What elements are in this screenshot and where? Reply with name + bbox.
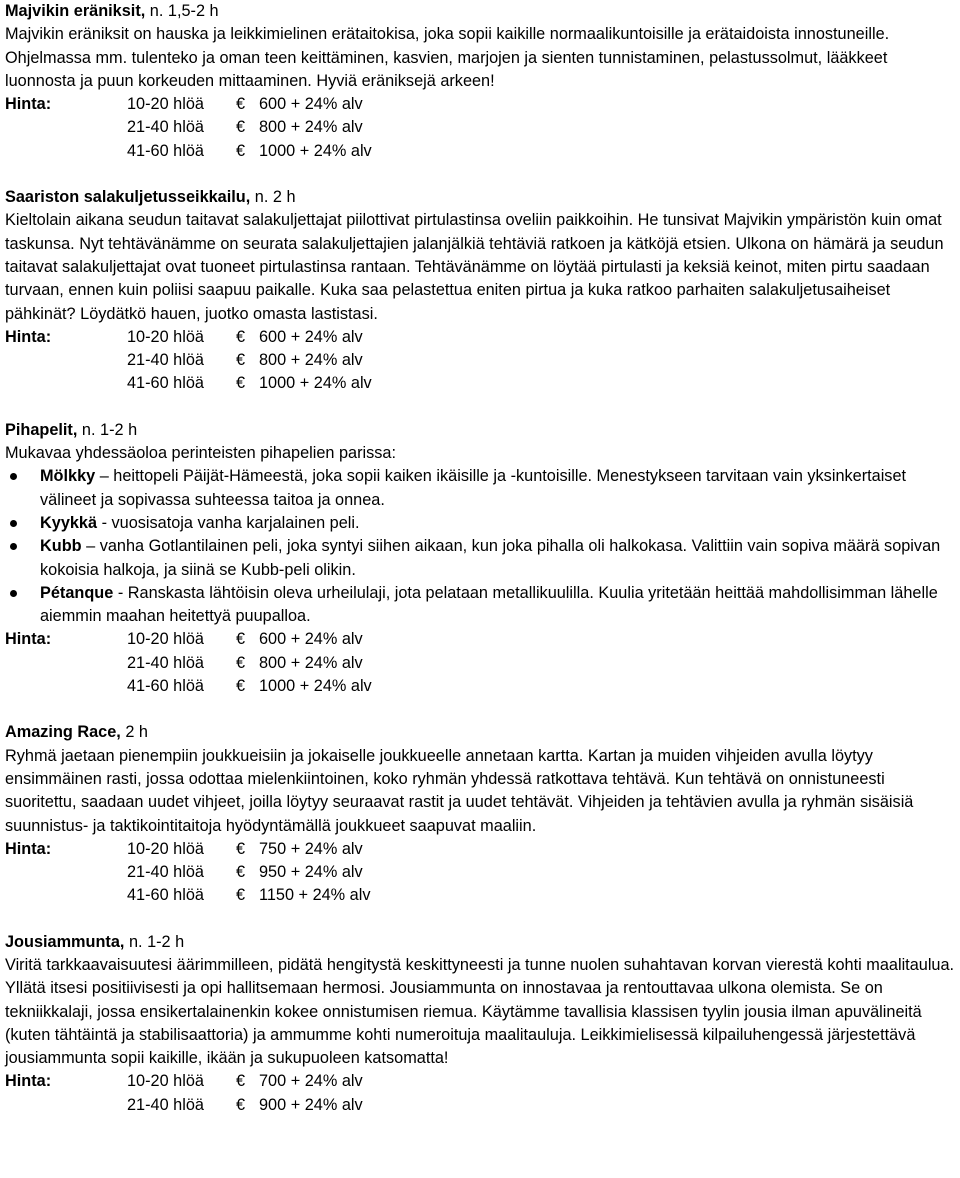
euro-symbol: €	[236, 677, 246, 696]
euro-symbol: €	[236, 351, 246, 370]
game-description: – heittopeli Päijät-Hämeestä, joka sopii kaiken ikäisille ja -kuntoisille. Menestykseen tarvitaan vain yksinkertaiset välineet ja sopivassa suhteessa taitoa ja onnea.	[40, 467, 907, 509]
euro-symbol: €	[236, 118, 246, 137]
price-label	[5, 140, 127, 163]
price-value: 1000 + 24% alv	[259, 677, 372, 696]
price-label: Hinta:	[5, 839, 52, 858]
group-size: 21-40 hlöä	[127, 653, 204, 672]
activity-duration: n. 1-2 h	[77, 420, 138, 439]
group-size: 21-40 hlöä	[127, 1095, 204, 1114]
price-cell	[236, 838, 371, 861]
activity-heading	[5, 931, 956, 954]
euro-symbol: €	[236, 653, 246, 672]
price-label: Hinta:	[5, 1072, 52, 1091]
activity-intro: Mukavaa yhdessäoloa perinteisten pihapelien parissa:	[5, 444, 396, 463]
group-size: 10-20 hlöä	[127, 839, 204, 858]
price-cell	[236, 93, 372, 116]
game-description: – vanha Gotlantilainen peli, joka syntyi siihen aikaan, kun joka pihalla oli halkokasa. Valittiin vain sopiva määrä sopivan kokoisia halkoja, ja siinä se Kubb-peli olikin.	[40, 537, 941, 579]
activity-description: Viritä tarkkaavaisuutesi äärimmilleen, pidätä hengitystä keskittyneesti ja tunne nuolen suhahtavan korvan vierestä kohti maalitaulua. Yllätä itsesi positiivisesti ja opi hallitsemaan hermosi. Jousiammunta on innostavaa ja rentouttavaa ulkona olemista. Se on tekniikkalaji, jossa ensikertalainenkin kokee onnistumisen riemua. Käytämme tavallisia klassisen tyylin jousia ilman apuvälineitä (kuten tähtäintä ja stabilisaattoria) ja ammumme kohti numeroituja maalitauluja. Leikkimielisessä kilpailuhengessä järjestettävä jousiammunta sopii kaikille, ikään ja sukupuoleen katsomatta!	[5, 955, 955, 1068]
activity-section	[5, 931, 956, 1117]
activity-heading	[5, 419, 956, 442]
activity-duration: 2 h	[120, 723, 148, 742]
price-label	[5, 652, 127, 675]
game-name: Mölkky	[40, 467, 96, 486]
activity-heading	[5, 0, 956, 23]
price-row	[5, 1070, 363, 1093]
price-cell	[236, 326, 372, 349]
price-cell	[236, 1070, 363, 1093]
price-table	[5, 1070, 363, 1117]
game-description: - vuosisatoja vanha karjalainen peli.	[97, 513, 360, 532]
list-item	[40, 512, 956, 535]
activity-duration: n. 2 h	[250, 188, 296, 207]
activity-description: Ryhmä jaetaan pienempiin joukkueisiin ja jokaiselle joukkueelle annetaan kartta. Kartan ja muiden vihjeiden avulla löytyy ensimmäinen rasti, jossa odottaa mielenkiintoinen, koko ryhmän yhdessä ratkottava tehtävä. Kun tehtävä on onnistuneesti suoritettu, saadaan uudet vihjeet, joilla löytyy seuraavat rastit ja uudet tehtävät. Vihjeiden ja tehtävien avulla ja ryhmän sisäisiä suunnistus- ja taktikointitaitoja hyödyntämällä joukkueet saapuvat maaliin.	[5, 746, 914, 835]
price-value: 600 + 24% alv	[259, 95, 363, 114]
group-size: 21-40 hlöä	[127, 118, 204, 137]
price-row	[5, 861, 371, 884]
price-label: Hinta:	[5, 95, 52, 114]
price-value: 900 + 24% alv	[259, 1095, 363, 1114]
activity-title: Pihapelit,	[5, 420, 78, 439]
price-row	[5, 140, 372, 163]
euro-symbol: €	[236, 630, 246, 649]
price-cell	[236, 652, 372, 675]
game-name: Kyykkä	[40, 513, 98, 532]
price-value: 600 + 24% alv	[259, 327, 363, 346]
price-label: Hinta:	[5, 327, 52, 346]
activity-description: Majvikin eräniksit on hauska ja leikkimielinen erätaitokisa, joka sopii kaikille normaalikuntoisille ja erätaidoista innostuneille. Ohjelmassa mm. tulenteko ja oman teen keittäminen, kasvien, marjojen ja sienten tunnistaminen, pelastussolmut, lääkkeet luonnosta ja puun korkeuden mittaaminen. Hyviä eräniksejä arkeen!	[5, 25, 890, 90]
group-size: 10-20 hlöä	[127, 1072, 204, 1091]
activity-title: Amazing Race,	[5, 723, 121, 742]
price-value: 600 + 24% alv	[259, 630, 363, 649]
price-cell	[236, 349, 372, 372]
price-row	[5, 372, 372, 395]
price-table	[5, 838, 371, 908]
group-size: 41-60 hlöä	[127, 886, 204, 905]
price-label	[5, 372, 127, 395]
group-size: 21-40 hlöä	[127, 863, 204, 882]
price-row	[5, 349, 372, 372]
activity-title: Majvikin eräniksit,	[5, 2, 146, 20]
price-row	[5, 884, 371, 907]
price-value: 1000 + 24% alv	[259, 374, 372, 393]
euro-symbol: €	[236, 95, 246, 114]
price-value: 700 + 24% alv	[259, 1072, 363, 1091]
price-value: 1000 + 24% alv	[259, 141, 372, 160]
price-cell	[236, 675, 372, 698]
price-label	[5, 349, 127, 372]
price-label	[5, 884, 127, 907]
euro-symbol: €	[236, 1095, 246, 1114]
euro-symbol: €	[236, 839, 246, 858]
euro-symbol: €	[236, 1072, 246, 1091]
activity-title: Saariston salakuljetusseikkailu,	[5, 188, 251, 207]
activity-heading	[5, 186, 956, 209]
game-name: Pétanque	[40, 583, 114, 602]
price-row	[5, 116, 372, 139]
price-row	[5, 652, 372, 675]
activity-duration: n. 1-2 h	[124, 932, 185, 951]
price-label	[5, 675, 127, 698]
price-cell	[236, 116, 372, 139]
price-cell	[236, 884, 371, 907]
euro-symbol: €	[236, 141, 246, 160]
price-row	[5, 675, 372, 698]
price-label: Hinta:	[5, 630, 52, 649]
price-label	[5, 116, 127, 139]
activity-description: Kieltolain aikana seudun taitavat salakuljettajat piilottivat pirtulastinsa oveliin paikkoihin. He tunsivat Majvikin ympäristön kuin omat taskunsa. Nyt tehtävänämme on seurata salakuljettajien jalanjälkiä tehtäviä ratkoen ja kätköjä etsien. Ulkona on hämärä ja seudun taitavat salakuljettajat ovat tuoneet pirtulastinsa rantaan. Tehtävänämme on löytää pirtulasti ja keksiä keinot, miten pirtu saadaan turvaan, ennen kuin poliisi saapuu paikalle. Kuka saa pelastettua eniten pirtua ja kuka ratkoo parhaiten salakuljetusaiheiset pähkinät? Löydätkö hauen, juotko omasta lastistasi.	[5, 211, 944, 323]
price-table	[5, 628, 372, 698]
group-size: 10-20 hlöä	[127, 327, 204, 346]
activity-section	[5, 721, 956, 907]
price-table	[5, 326, 372, 396]
price-row	[5, 838, 371, 861]
activity-section	[5, 186, 956, 396]
price-value: 950 + 24% alv	[259, 863, 363, 882]
price-value: 800 + 24% alv	[259, 653, 363, 672]
price-label	[5, 861, 127, 884]
group-size: 41-60 hlöä	[127, 141, 204, 160]
price-cell	[236, 628, 372, 651]
price-row	[5, 93, 372, 116]
price-cell	[236, 140, 372, 163]
game-list	[5, 465, 956, 628]
group-size: 10-20 hlöä	[127, 95, 204, 114]
price-table	[5, 93, 372, 163]
list-item	[40, 535, 956, 582]
activity-duration: n. 1,5-2 h	[145, 2, 219, 20]
game-description: - Ranskasta lähtöisin oleva urheilulaji, jota pelataan metallikuulilla. Kuulia yritetään heittää mahdollisimman lähelle aiemmin maahan heitettyä puupalloa.	[40, 583, 938, 626]
price-value: 750 + 24% alv	[259, 839, 363, 858]
price-cell	[236, 1094, 363, 1117]
price-row	[5, 1094, 363, 1117]
euro-symbol: €	[236, 374, 246, 393]
price-value: 800 + 24% alv	[259, 118, 363, 137]
group-size: 41-60 hlöä	[127, 374, 204, 393]
euro-symbol: €	[236, 327, 246, 346]
activity-section	[5, 419, 956, 699]
euro-symbol: €	[236, 886, 246, 905]
price-cell	[236, 861, 371, 884]
activity-heading	[5, 721, 956, 744]
group-size: 41-60 hlöä	[127, 677, 204, 696]
price-label	[5, 1094, 127, 1117]
game-name: Kubb	[40, 537, 82, 556]
price-value: 800 + 24% alv	[259, 351, 363, 370]
activity-section	[5, 0, 956, 163]
group-size: 21-40 hlöä	[127, 351, 204, 370]
group-size: 10-20 hlöä	[127, 630, 204, 649]
euro-symbol: €	[236, 863, 246, 882]
activity-title: Jousiammunta,	[5, 932, 125, 951]
list-item	[40, 465, 956, 512]
price-cell	[236, 372, 372, 395]
price-row	[5, 326, 372, 349]
list-item	[40, 582, 956, 629]
price-row	[5, 628, 372, 651]
price-value: 1150 + 24% alv	[259, 886, 371, 905]
